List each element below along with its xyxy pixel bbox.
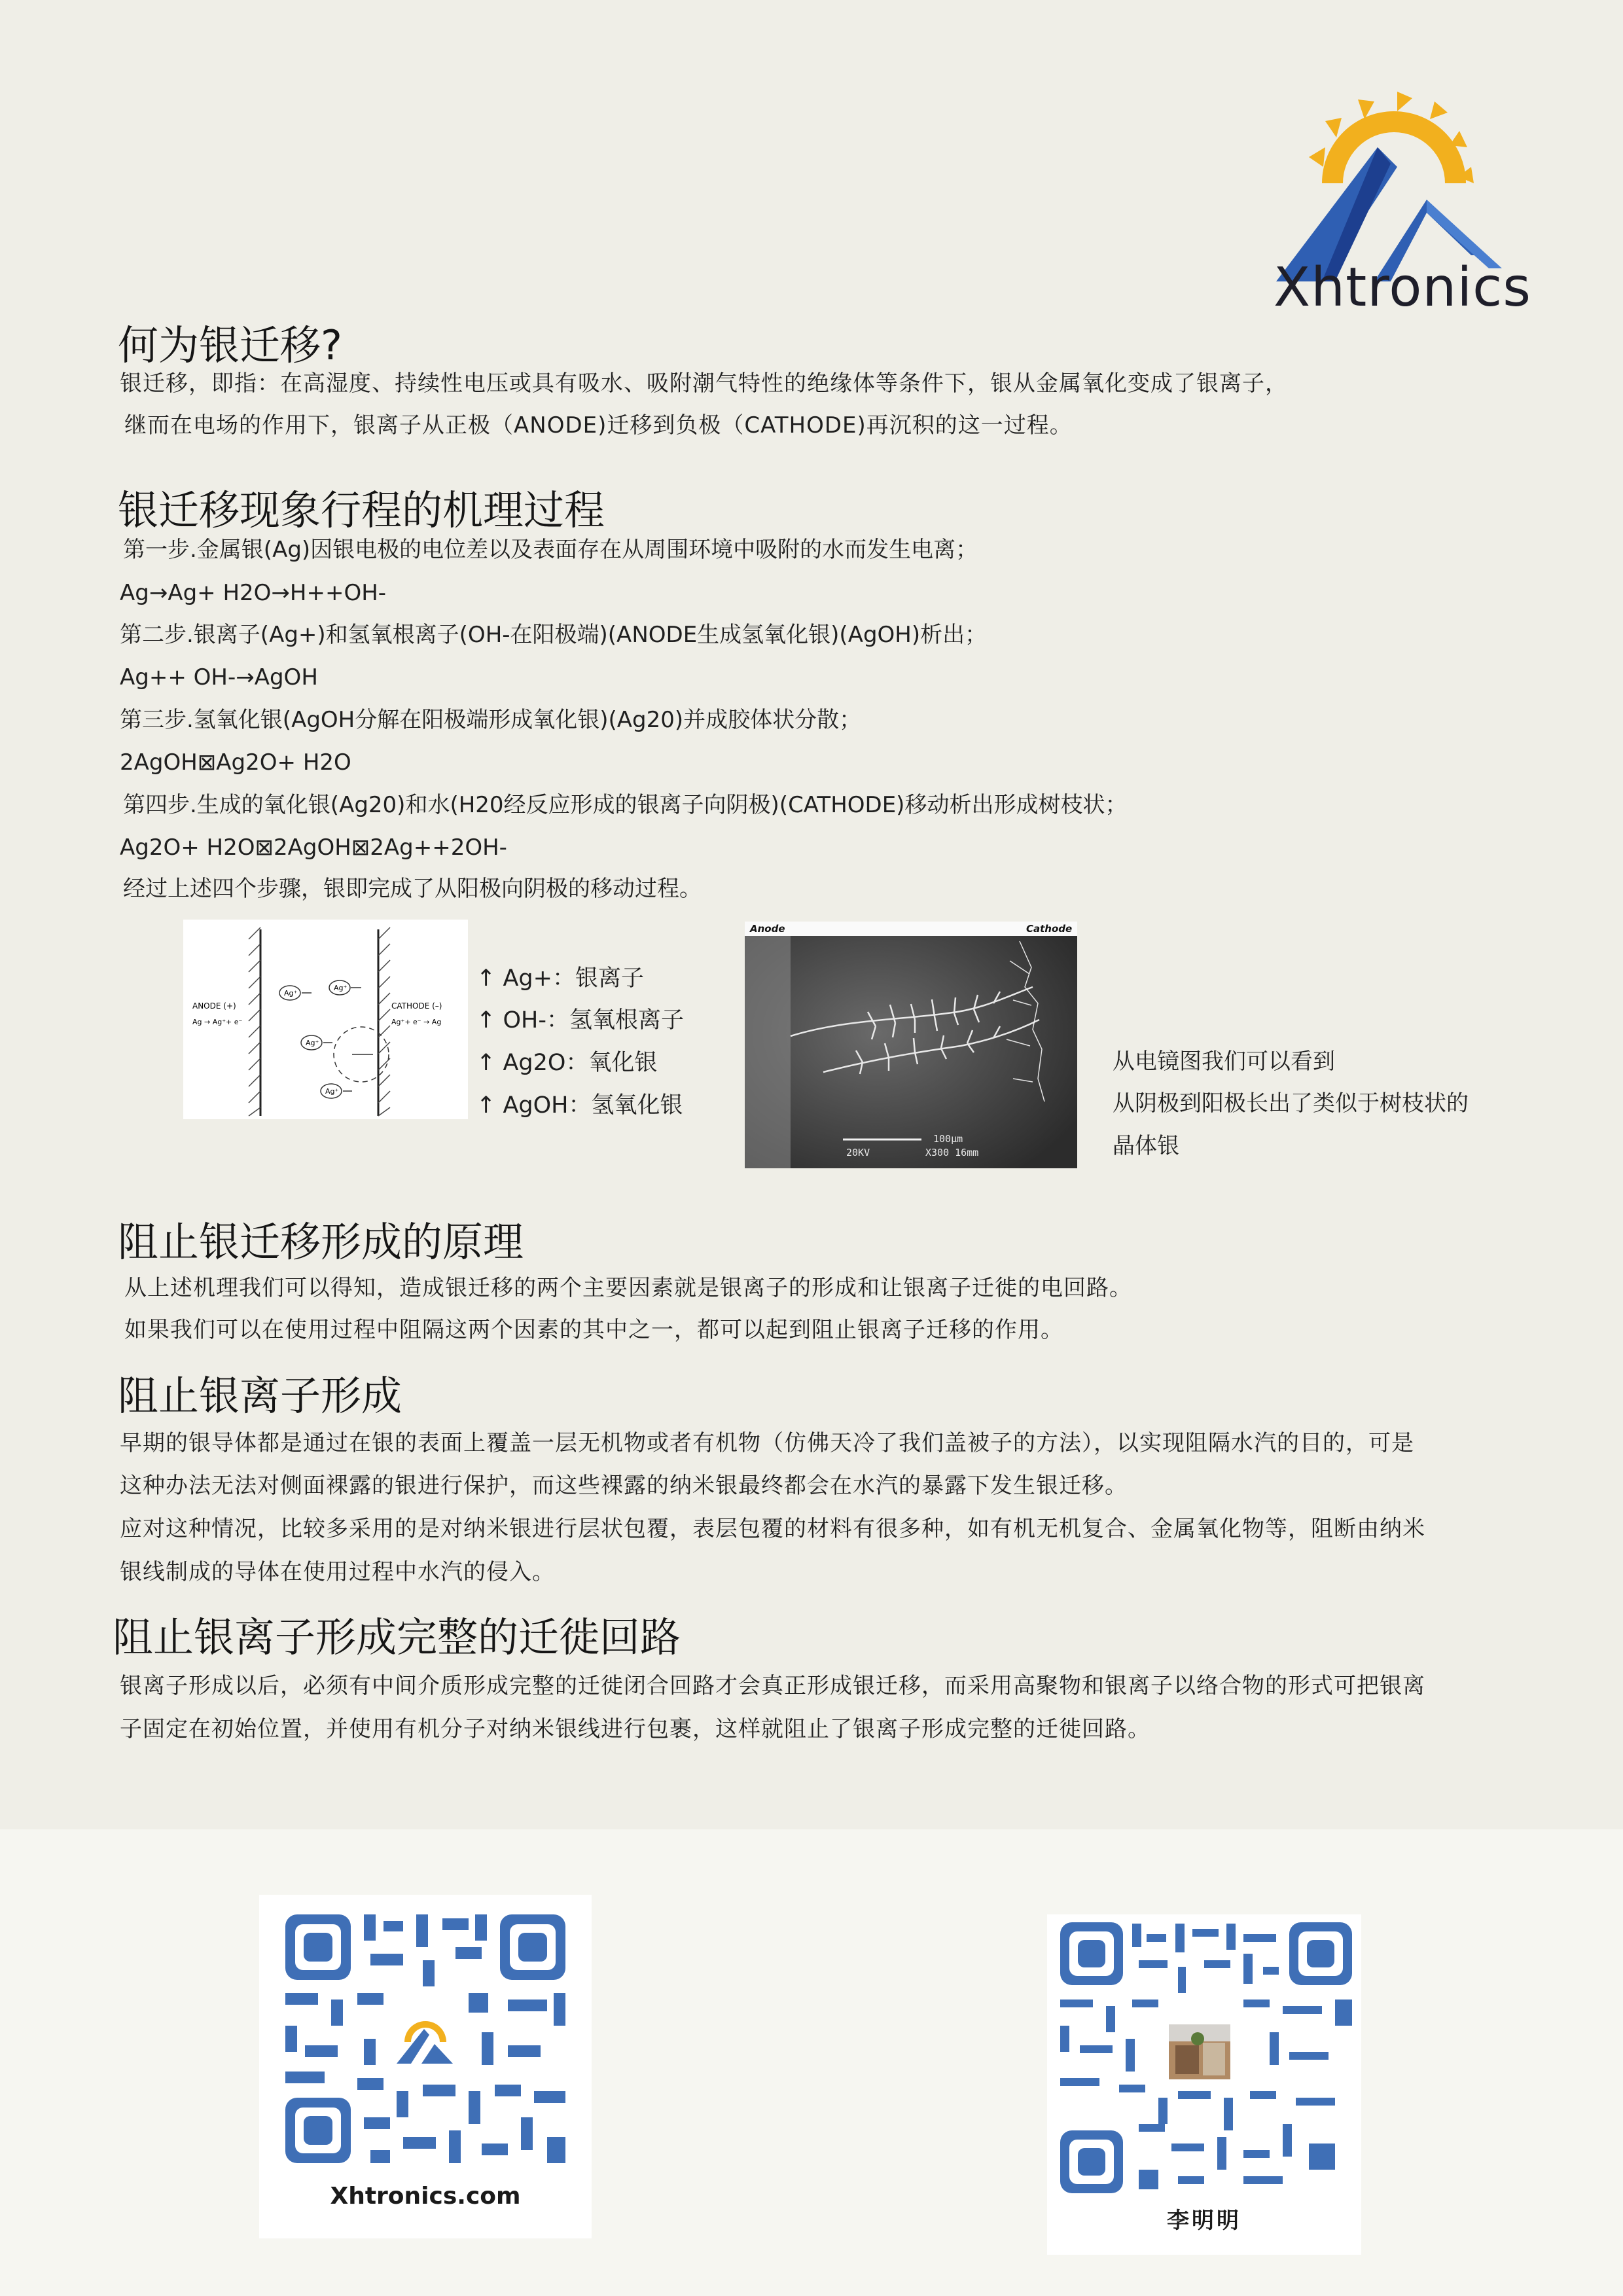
ion-label: Ag⁺ [325,1087,339,1096]
sem-voltage-label: 20KV [846,1147,870,1158]
step-1-text: 第一步.金属银(Ag)因银电极的电位差以及表面存在从周围环境中吸附的水而发生电离； [123,537,978,563]
electrode-diagram-svg [183,920,468,1119]
paragraph-line: 从上述机理我们可以得知，造成银迁移的两个主要因素就是银离子的形成和让银离子迁徙的电回路。 [124,1275,1132,1301]
sem-image-svg [745,922,1077,1168]
paragraph-line: 继而在电场的作用下，银离子从正极（ANODE)迁移到负极（CATHODE)再沉积的这一过程。 [124,412,1073,439]
sem-scale-label: 100μm [933,1133,963,1145]
qr-code-image [1047,1914,1361,2202]
section-title-prevent-ion-formation: 阻止银离子形成 [118,1372,402,1420]
sem-cathode-label: Cathode [1026,923,1073,935]
qr-code-contact[interactable] [1047,1914,1361,2255]
anode-equation: Ag → Ag⁺+ e⁻ [192,1018,243,1026]
sem-caption-line: 晶体银 [1113,1133,1179,1159]
cathode-equation: Ag⁺+ e⁻ → Ag [391,1018,442,1026]
paragraph-line: 子固定在初始位置，并使用有机分子对纳米银线进行包裹，这样就阻止了银离子形成完整的迁徙回路。 [120,1716,1150,1742]
section-title-prevent-migration-circuit: 阻止银离子形成完整的迁徙回路 [113,1613,681,1661]
anode-label: ANODE (+) [192,1001,236,1011]
sem-mag-label: X300 16mm [925,1147,979,1158]
sem-anode-label: Anode [750,923,785,935]
paragraph-line: 早期的银导体都是通过在银的表面上覆盖一层无机物或者有机物（仿佛天冷了我们盖被子的方法），以实现阻隔水汽的目的，可是 [120,1430,1414,1456]
step-3-text: 第三步.氢氧化银(AgOH分解在阳极端形成氧化银)(Ag20)并成胶体状分散； [120,707,862,733]
section-title-what-is-silver-migration: 何为银迁移? [118,321,342,369]
contact-avatar [1164,2019,1236,2085]
footer [0,1829,1623,2296]
legend-item-oh-ion: ↑ OH-：氢氧根离子 [476,1007,684,1033]
section-title-prevention-principle: 阻止银迁移形成的原理 [118,1218,524,1266]
equation-4: Ag2O+ H2O⊠2AgOH⊠2Ag++2OH- [120,834,507,861]
qr-left-caption: Xhtronics.com [330,2183,521,2210]
logo-text: Xhtronics [1274,257,1531,319]
sem-micrograph [745,922,1077,1168]
equation-3: 2AgOH⊠Ag2O+ H2O [120,749,351,776]
paragraph-line: 银迁移，即指：在高湿度、持续性电压或具有吸水、吸附潮气特性的绝缘体等条件下，银从金属氧化变成了银离子， [120,370,1288,397]
legend-item-ag-ion: ↑ Ag+：银离子 [476,965,644,992]
qr-code-image [259,1895,592,2183]
legend-item-agoh: ↑ AgOH：氢氧化银 [476,1092,683,1119]
equation-1: Ag→Ag+ H2O→H++OH- [120,580,387,606]
ion-label: Ag⁺ [284,989,298,997]
section-title-mechanism: 银迁移现象行程的机理过程 [118,486,605,534]
paragraph-line: 这种办法无法对侧面裸露的银进行保护，而这些裸露的纳米银最终都会在水汽的暴露下发生银迁移。 [120,1473,1128,1499]
ion-label: Ag⁺ [334,984,348,992]
migration-diagram [183,920,468,1119]
qr-code-website[interactable] [259,1895,592,2238]
paragraph-line: 应对这种情况，比较多采用的是对纳米银进行层状包覆，表层包覆的材料有很多种，如有机无机复合、金属氧化物等，阻断由纳米 [120,1516,1425,1542]
sem-caption-line: 从电镜图我们可以看到 [1113,1049,1335,1075]
conclusion-text: 经过上述四个步骤，银即完成了从阳极向阴极的移动过程。 [123,876,702,902]
step-2-text: 第二步.银离子(Ag+)和氢氧根离子(OH-在阳极端)(ANODE生成氢氧化银)(AgOH)析出； [120,622,988,648]
cathode-label: CATHODE (–) [391,1001,442,1011]
step-4-text: 第四步.生成的氧化银(Ag20)和水(H20经反应形成的银离子向阴极)(CATHODE)移动析出形成树枝状； [123,792,1128,818]
ion-label: Ag⁺ [306,1039,319,1047]
paragraph-line: 银离子形成以后，必须有中间介质形成完整的迁徙闭合回路才会真正形成银迁移，而采用高聚物和银离子以络合物的形式可把银离 [120,1673,1425,1699]
qr-right-caption: 李明明 [1167,2208,1241,2234]
equation-2: Ag++ OH-→AgOH [120,664,318,691]
paragraph-line: 如果我们可以在使用过程中阻隔这两个因素的其中之一，都可以起到阻止银离子迁移的作用。 [124,1317,1063,1343]
paragraph-line: 银线制成的导体在使用过程中水汽的侵入。 [120,1559,555,1585]
sem-caption-line: 从阴极到阳极长出了类似于树枝状的 [1113,1090,1469,1117]
legend-item-ag2o: ↑ Ag2O：氧化银 [476,1050,658,1076]
